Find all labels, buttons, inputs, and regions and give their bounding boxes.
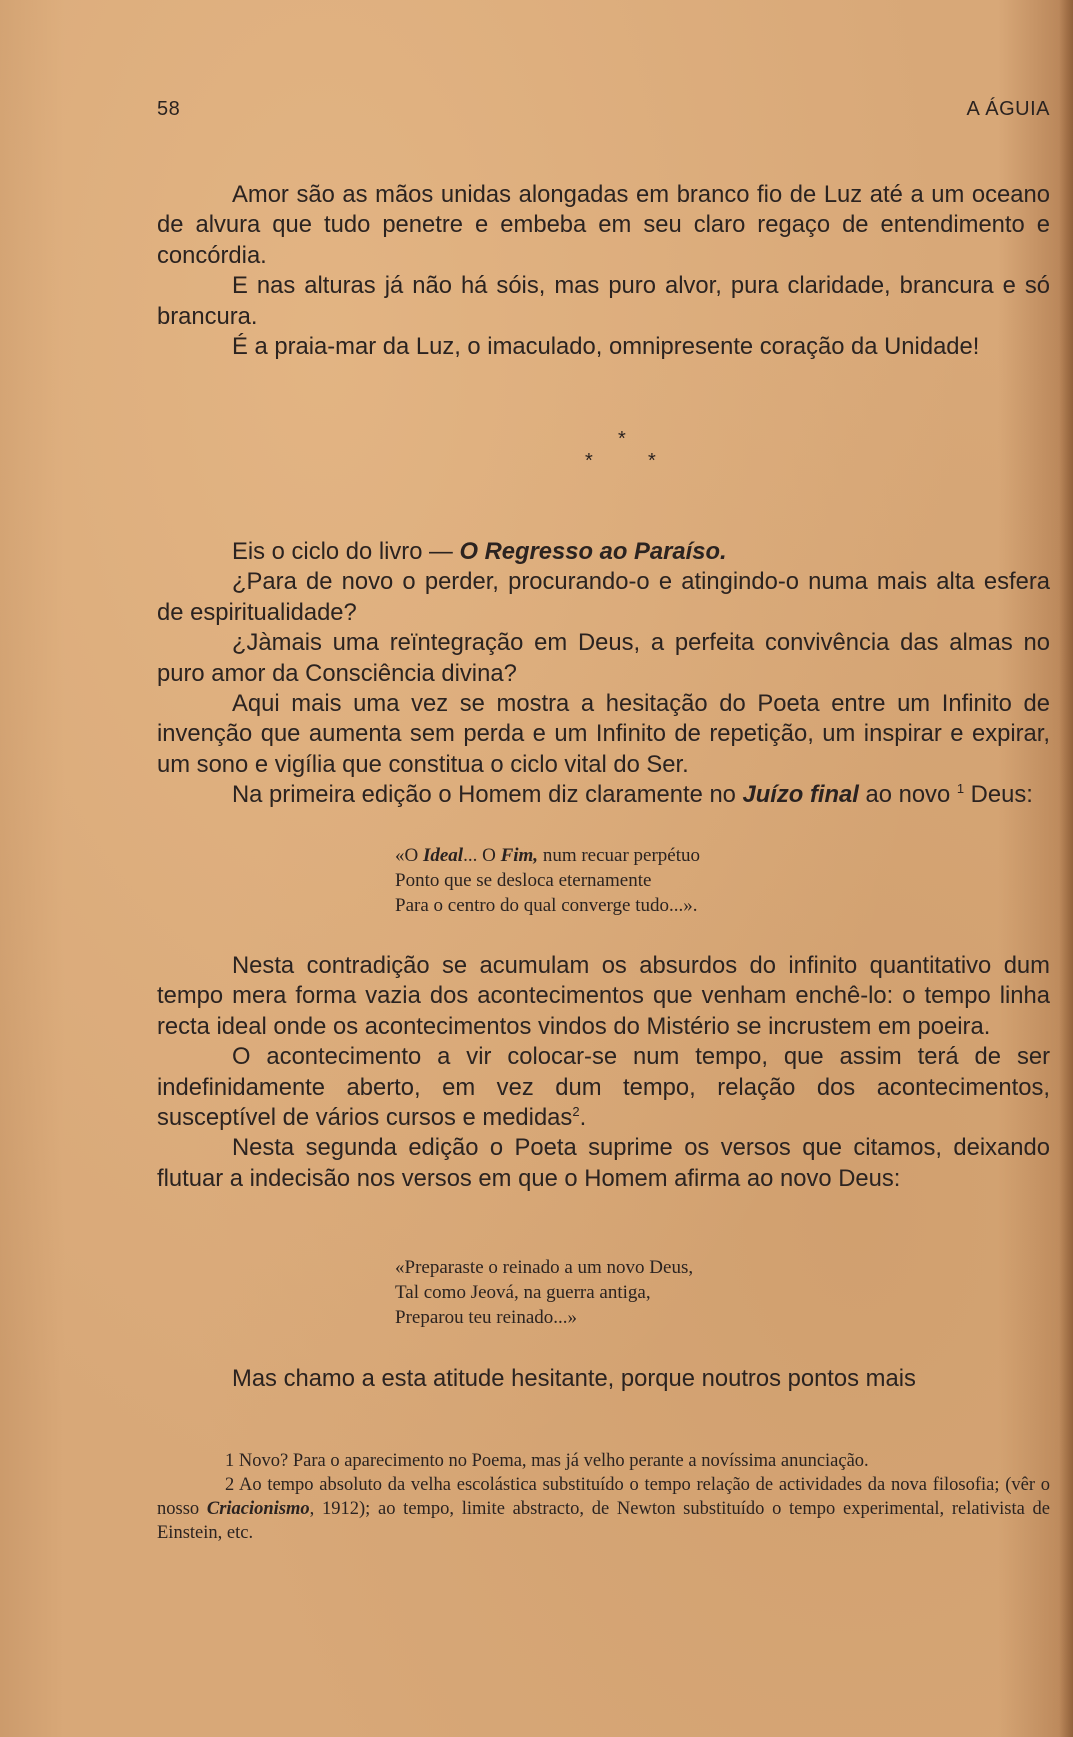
page-number: 58 — [157, 98, 181, 120]
footnotes — [157, 1449, 1050, 1545]
text: num recuar perpétuo — [538, 845, 701, 866]
section-separator — [585, 428, 675, 476]
verse-line: Tal como Jeová, na guerra antiga, — [395, 1282, 651, 1303]
text: O acontecimento a vir colocar-se num tempo, que assim terá de ser indefinidamente aberto, em vez dum tempo, relação dos acontecimentos, susceptível de vários cursos e medidas — [157, 1043, 1050, 1132]
text: «O — [395, 845, 423, 866]
text: Na primeira edição o Homem diz claramente no — [232, 781, 743, 809]
footnote-ref: 1 — [956, 781, 965, 797]
section-1 — [157, 180, 1050, 362]
verse-line: «Preparaste o reinado a um novo Deus, — [395, 1257, 694, 1278]
journal-title: A ÁGUIA — [966, 98, 1050, 120]
paragraph — [157, 780, 1050, 810]
text: 2 Ao tempo absoluto da velha escolástica substituído o tempo relação de actividades da nova filosofia; (vêr o nosso — [157, 1475, 1050, 1519]
paragraph: E nas alturas já não há sóis, mas puro alvor, pura claridade, brancura e só brancura. — [157, 272, 1050, 330]
text: Ideal — [422, 845, 464, 866]
section-4 — [157, 1364, 1050, 1394]
separator-star: * — [618, 428, 626, 450]
separator-star: * — [648, 450, 656, 472]
text: , 1912); ao tempo, limite abstracto, de Newton substituído o tempo experimental, relativista de Einstein, etc. — [157, 1499, 1050, 1543]
section-3 — [157, 951, 1050, 1194]
page-header — [157, 98, 1050, 121]
separator-star: * — [585, 450, 593, 472]
footnote-ref: 2 — [572, 1104, 580, 1120]
paragraph: Amor são as mãos unidas alongadas em branco fio de Luz até a um oceano de alvura que tudo penetre e embeba em seu claro regaço de entendimento e concórdia. — [157, 181, 1050, 269]
text: Fim, — [500, 845, 539, 866]
paragraph: Aqui mais uma vez se mostra a hesitação do Poeta entre um Infinito de invenção que aumenta sem perda e um Infinito de repetição, um inspirar e expirar, um sono e vigília que constitua o ciclo vital do Ser. — [157, 690, 1050, 778]
work-title: Criacionismo — [206, 1499, 310, 1519]
verse-line: Ponto que se desloca eternamente — [395, 870, 652, 891]
verse-quote-2 — [395, 1255, 1035, 1330]
footnote-2 — [157, 1473, 1050, 1545]
paragraph: ¿Jàmais uma reïntegração em Deus, a perfeita convivência das almas no puro amor da Consciência divina? — [157, 629, 1050, 687]
section-2 — [157, 537, 1050, 811]
paragraph — [157, 1042, 1050, 1133]
verse-line: Para o centro do qual converge tudo...». — [395, 895, 698, 916]
verse-quote-1 — [395, 843, 1035, 918]
text: ... O — [463, 845, 501, 866]
footnote-1: 1 Novo? Para o aparecimento no Poema, mas já velho perante a novíssima anunciação. — [225, 1451, 869, 1471]
text: Deus: — [964, 781, 1033, 809]
page-edge-shadow — [1059, 0, 1073, 1737]
verse-line: Preparou teu reinado...» — [395, 1307, 578, 1328]
text: . — [579, 1104, 587, 1132]
text: Eis o ciclo do livro — — [232, 538, 460, 565]
work-title: Juízo final — [742, 781, 859, 809]
paragraph: É a praia-mar da Luz, o imaculado, omnipresente coração da Unidade! — [232, 333, 980, 361]
paragraph: ¿Para de novo o perder, procurando-o e atingindo-o numa mais alta esfera de espiritualidade? — [157, 568, 1050, 626]
book-title: O Regresso ao Paraíso. — [459, 538, 727, 565]
paragraph: Mas chamo a esta atitude hesitante, porque noutros pontos mais — [232, 1365, 916, 1392]
verse-line — [395, 843, 1035, 868]
paragraph: Nesta segunda edição o Poeta suprime os versos que citamos, deixando flutuar a indecisão nos versos em que o Homem afirma ao novo Deus: — [157, 1134, 1050, 1192]
paragraph: Nesta contradição se acumulam os absurdos do infinito quantitativo dum tempo mera forma vazia dos acontecimentos que venham enchê-lo: o tempo linha recta ideal onde os acontecimentos vindos do Mistério se incrustem em poeira. — [157, 952, 1050, 1040]
paragraph — [157, 537, 1050, 567]
text: ao novo — [858, 781, 957, 809]
